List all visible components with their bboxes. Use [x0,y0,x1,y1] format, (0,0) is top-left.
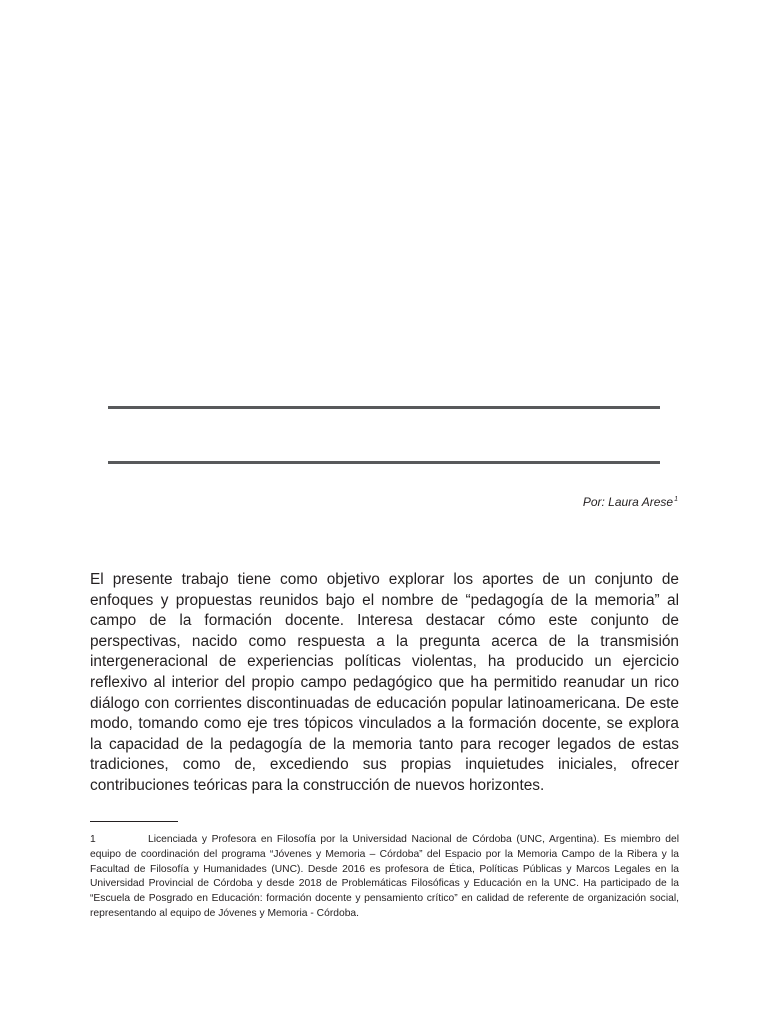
footnote [90,833,679,922]
abstract-paragraph: El presente trabajo tiene como objetivo explorar los aportes de un conjunto de enfoques y propuestas reunidos bajo el nombre de “pedagogía de la memoria” al campo de la formación docente. Interesa destacar cómo este conjunto de perspectivas, nacido como respuesta a la pregunta acerca de la transmisión intergeneracional de experiencias políticas violentas, ha producido un ejercicio reflexivo al interior del propio campo pedagógico que ha permitido reanudar un rico diálogo con corrientes discontinuadas de educación popular latinoamericana. De este modo, tomando como eje tres tópicos vinculados a la formación docente, se explora la capacidad de la pedagogía de la memoria tanto para recoger legados de estas tradiciones, como de, excediendo sus propias inquietudes iniciales, ofrecer contribuciones teóricas para la construcción de nuevos horizontes. [90,571,679,794]
title-rule-top [108,406,660,409]
author-byline-label: Por: Laura Arese [582,495,674,509]
title-rule-bottom [108,461,660,464]
footnote-text: Licenciada y Profesora en Filosofía por la Universidad Nacional de Córdoba (UNC, Argentina). Es miembro del equipo de coordinación del programa “Jóvenes y Memoria – Córdoba” del Espacio por la Memoria Campo de la Ribera y la Facultad de Filosofía y Humanidades (UNC). Desde 2016 es profesora de Ética, Políticas Públicas y Marcos Legales en la Universidad Provincial de Córdoba y desde 2018 de Problemáticas Filosóficas y Educación en la UNC. Ha participado de la “Escuela de Posgrado en Educación: formación docente y pensamiento crítico” en calidad de referente de organización social, representando al equipo de Jóvenes y Memoria - Córdoba. [90,834,679,919]
author-byline [583,495,678,509]
author-footnote-marker: 1 [674,496,678,503]
footnote-number: 1 [90,834,96,845]
footnote-separator [90,821,178,822]
